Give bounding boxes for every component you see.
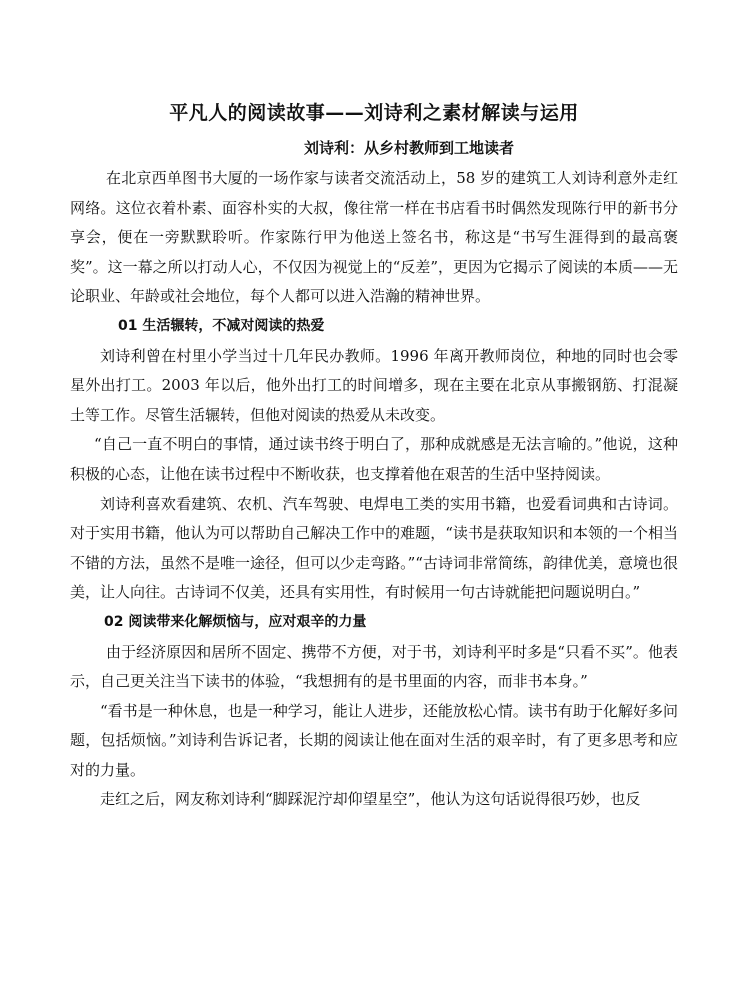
section-2-paragraph-1: 由于经济原因和居所不固定、携带不方便，对于书，刘诗利平时多是“只看不买”。他表示，自己更关注当下读书的体验，“我想拥有的是书里面的内容，而非书本身。” [70, 642, 678, 691]
section-2-heading: 02 阅读带来化解烦恼与，应对艰辛的力量 [104, 613, 367, 630]
document-title: 平凡人的阅读故事——刘诗利之素材解读与运用 [169, 102, 579, 124]
section-1-paragraph-1: 刘诗利曾在村里小学当过十几年民办教师。1996 年离开教师岗位，种地的同时也会零星外出打工。2003 年以后，他外出打工的时间增多，现在主要在北京从事搬钢筋、打混凝土等工作。尽管生活辗转，但他对阅读的热爱从未改变。 [70, 346, 678, 424]
section-1-paragraph-3: 刘诗利喜欢看建筑、农机、汽车驾驶、电焊电工类的实用书籍，也爱看词典和古诗词。对于实用书籍，他认为可以帮助自己解决工作中的难题，“读书是获取知识和本领的一个相当不错的方法，虽然不是唯一途径，但可以少走弯路。”“古诗词非常简练，韵律优美，意境也很美，让人向往。古诗词不仅美，还具有实用性，有时候用一句古诗就能把问题说明白。” [70, 494, 678, 602]
section-1-paragraph-2: “自己一直不明白的事情，通过读书终于明白了，那种成就感是无法言喻的。”他说，这种积极的心态，让他在读书过程中不断收获，也支撑着他在艰苦的生活中坚持阅读。 [70, 435, 678, 483]
section-1-heading: 01 生活辗转，不减对阅读的热爱 [118, 317, 325, 334]
document-subtitle: 刘诗利：从乡村教师到工地读者 [303, 139, 514, 157]
section-2-paragraph-2: “看书是一种休息，也是一种学习，能让人进步，还能放松心情。读书有助于化解好多问题，包括烦恼。”刘诗利告诉记者，长期的阅读让他在面对生活的艰辛时，有了更多思考和应对的力量。 [70, 701, 678, 779]
intro-paragraph: 在北京西单图书大厦的一场作家与读者交流活动上，58 岁的建筑工人刘诗利意外走红网络。这位衣着朴素、面容朴实的大叔，像往常一样在书店看书时偶然发现陈行甲的新书分享会，便在一旁默默聆听。作家陈行甲为他送上签名书，称这是“书写生涯得到的最高褒奖”。这一幕之所以打动人心，不仅因为视觉上的“反差”，更因为它揭示了阅读的本质——无论职业、年龄或社会地位，每个人都可以进入浩瀚的精神世界。 [70, 169, 679, 306]
section-2-paragraph-3: 走红之后，网友称刘诗利“脚踩泥泞却仰望星空”，他认为这句话说得很巧妙，也反 [100, 790, 641, 809]
document-page [70, 98, 678, 815]
